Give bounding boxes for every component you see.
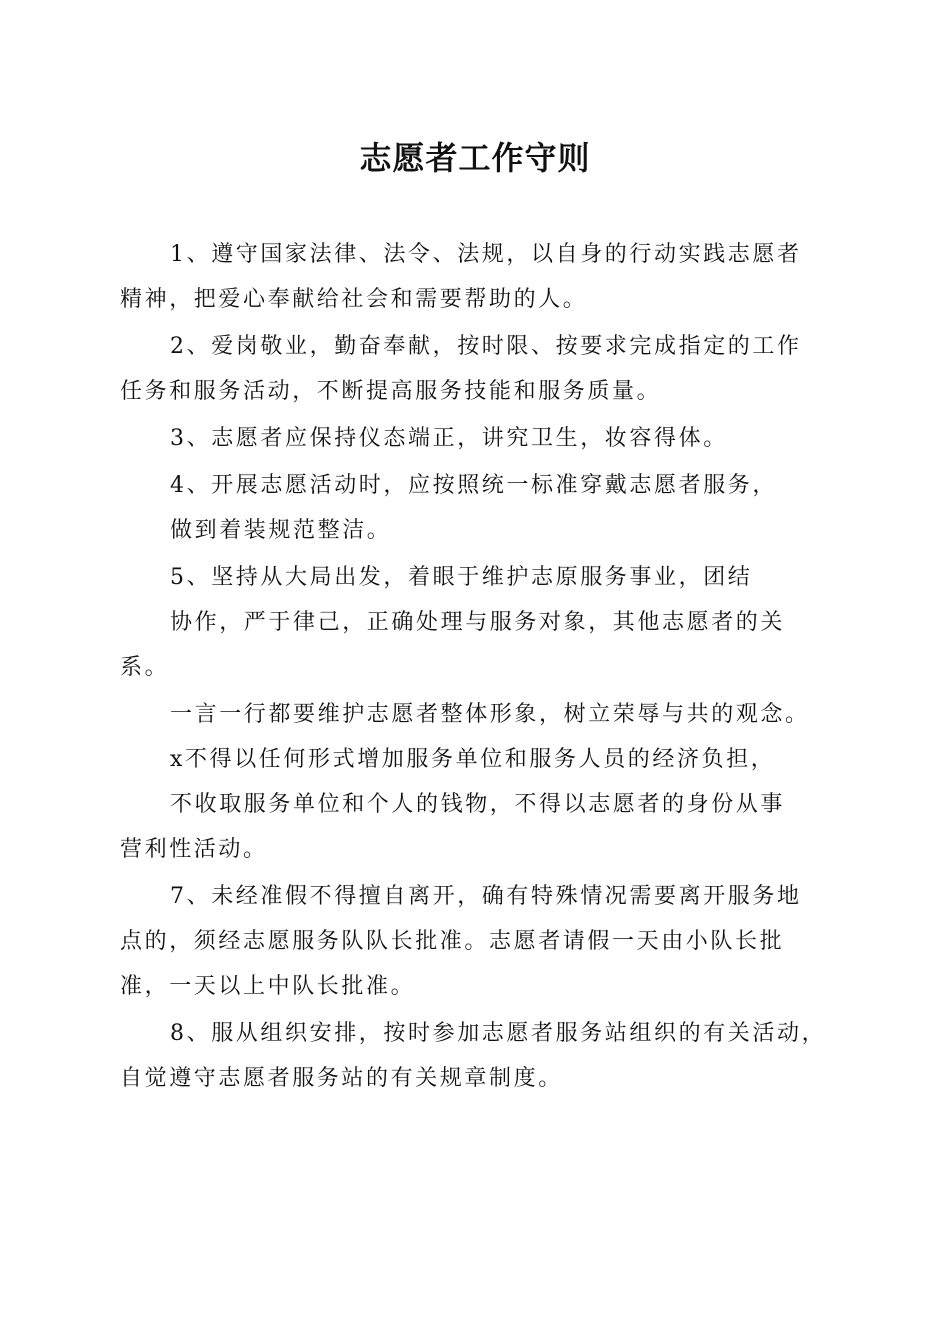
paragraph-line: x不得以任何形式增加服务单位和服务人员的经济负担， xyxy=(170,747,776,772)
paragraph-line: 协作，严于律己，正确处理与服务对象，其他志愿者的关 xyxy=(170,610,786,635)
paragraph-line: 一言一行都要维护志愿者整体形象，树立荣辱与共的观念。 xyxy=(170,702,810,727)
paragraph-line: 5、坚持从大局出发，着眼于维护志原服务事业，团结 xyxy=(170,565,753,590)
paragraph-line: 8、服从组织安排，按时参加志愿者服务站组织的有关活动， xyxy=(170,1021,827,1046)
paragraph-line: 2、爱岗敬业，勤奋奉献，按时限、按要求完成指定的工作 xyxy=(170,334,802,359)
paragraph-line: 不收取服务单位和个人的钱物，不得以志愿者的身份从事 xyxy=(170,792,786,817)
paragraph-line: 做到着装规范整洁。 xyxy=(170,518,392,543)
paragraph-line: 1、遵守国家法律、法令、法规，以自身的行动实践志愿者 xyxy=(170,242,802,267)
paragraph-line: 营利性活动。 xyxy=(120,837,268,862)
document-body xyxy=(120,232,830,1101)
page-title: 志愿者工作守则 xyxy=(359,139,591,177)
paragraph-line: 4、开展志愿活动时，应按照统一标准穿戴志愿者服务， xyxy=(170,473,777,498)
paragraph-line: 任务和服务活动，不断提高服务技能和服务质量。 xyxy=(120,379,662,404)
paragraph-line: 系。 xyxy=(120,655,170,680)
paragraph-line: 7、未经准假不得擅自离开，确有特殊情况需要离开服务地 xyxy=(170,884,802,909)
paragraph-line: 准，一天以上中队长批准。 xyxy=(120,974,416,999)
paragraph-line: 精神，把爱心奉献给社会和需要帮助的人。 xyxy=(120,287,588,312)
paragraph-line: 点的，须经志愿服务队队长批准。志愿者请假一天由小队长批 xyxy=(120,929,785,954)
paragraph-line: 自觉遵守志愿者服务站的有关规章制度。 xyxy=(120,1066,563,1091)
paragraph-line: 3、志愿者应保持仪态端正，讲究卫生，妆容得体。 xyxy=(170,426,728,451)
